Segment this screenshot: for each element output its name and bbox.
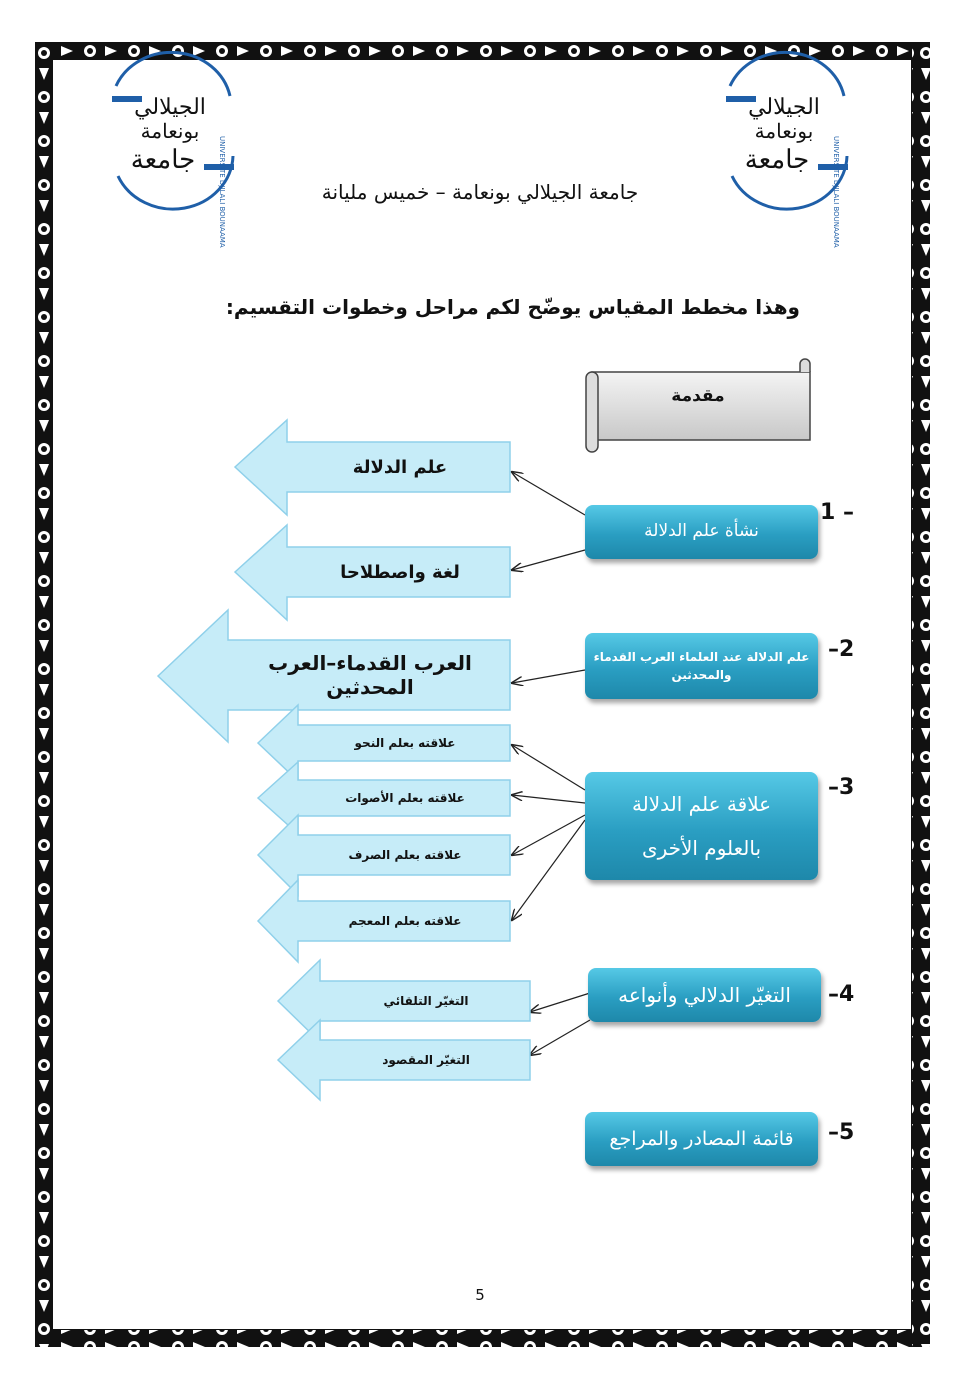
svg-text:الجيلالي: الجيلالي (748, 95, 820, 120)
branch-label-3-2: علاقته بعلم الأصوات (345, 791, 465, 805)
branch-arrow-1-2 (235, 525, 510, 620)
svg-text:بونعامة: بونعامة (754, 119, 814, 143)
branch-label-4-1: التغيّر التلقائي (383, 994, 469, 1008)
section-5-title: قائمة المصادر والمراجع (609, 1127, 794, 1150)
section-1-title: نشأة علم الدلالة (644, 521, 759, 542)
svg-text:UNIVERSITE DJILALI BOUNAAMA: UNIVERSITE DJILALI BOUNAAMA (218, 136, 226, 248)
branch-label-4-2: التغيّر المقصود (382, 1053, 470, 1067)
branch-arrow-1-1 (235, 420, 510, 515)
section-3-node (585, 772, 818, 880)
branch-label-1-2: لغة واصطلاحا (340, 561, 460, 583)
section-5-number: –5 (828, 1120, 855, 1145)
intro-scroll-label: مقدمة (671, 386, 725, 406)
section-2-node (585, 633, 818, 699)
svg-text:الجيلالي: الجيلالي (134, 95, 206, 120)
branch-label-3-3: علاقته بعلم الصرف (348, 848, 462, 862)
section-2-number: –2 (828, 637, 855, 662)
section-5-node (585, 1112, 818, 1166)
page-number: 5 (475, 1286, 485, 1304)
section-4-node (588, 968, 821, 1022)
section-2-title: علم الدلالة عند العلماء العرب القدماء والمحدثين (593, 650, 810, 682)
section-3-title-line1: علاقة علم الدلالة (631, 792, 772, 816)
svg-text:بونعامة: بونعامة (140, 119, 200, 143)
branch-label-2-1: العرب القدماء–العرب المحدثين (268, 651, 472, 699)
intro-text: وهذا مخطط المقياس يوضّح لكم مراحل وخطوات التقسيم: (225, 295, 800, 319)
branch-label-3-1: علاقته بعلم النحو (354, 736, 456, 750)
branch-label-1-1: علم الدلالة (352, 456, 448, 478)
section-3-number: –3 (828, 775, 855, 800)
branch-arrow-3-4 (258, 880, 510, 962)
svg-text:جامعة: جامعة (744, 145, 810, 175)
section-3-title-line2: بالعلوم الأخرى (641, 836, 762, 860)
university-name: جامعة الجيلالي بونعامة – خميس مليانة (321, 180, 639, 204)
section-4-number: –4 (828, 982, 855, 1007)
svg-text:UNIVERSITE DJILALI BOUNAAMA: UNIVERSITE DJILALI BOUNAAMA (832, 136, 840, 248)
branch-arrow-4-2 (278, 1020, 530, 1100)
branch-label-3-4: علاقته بعلم المعجم (348, 914, 462, 928)
section-1-number: 1 – (820, 500, 854, 525)
section-1-node (585, 505, 818, 559)
section-4-title: التغيّر الدلالي وأنواعه (618, 983, 791, 1007)
svg-text:جامعة: جامعة (130, 145, 196, 175)
